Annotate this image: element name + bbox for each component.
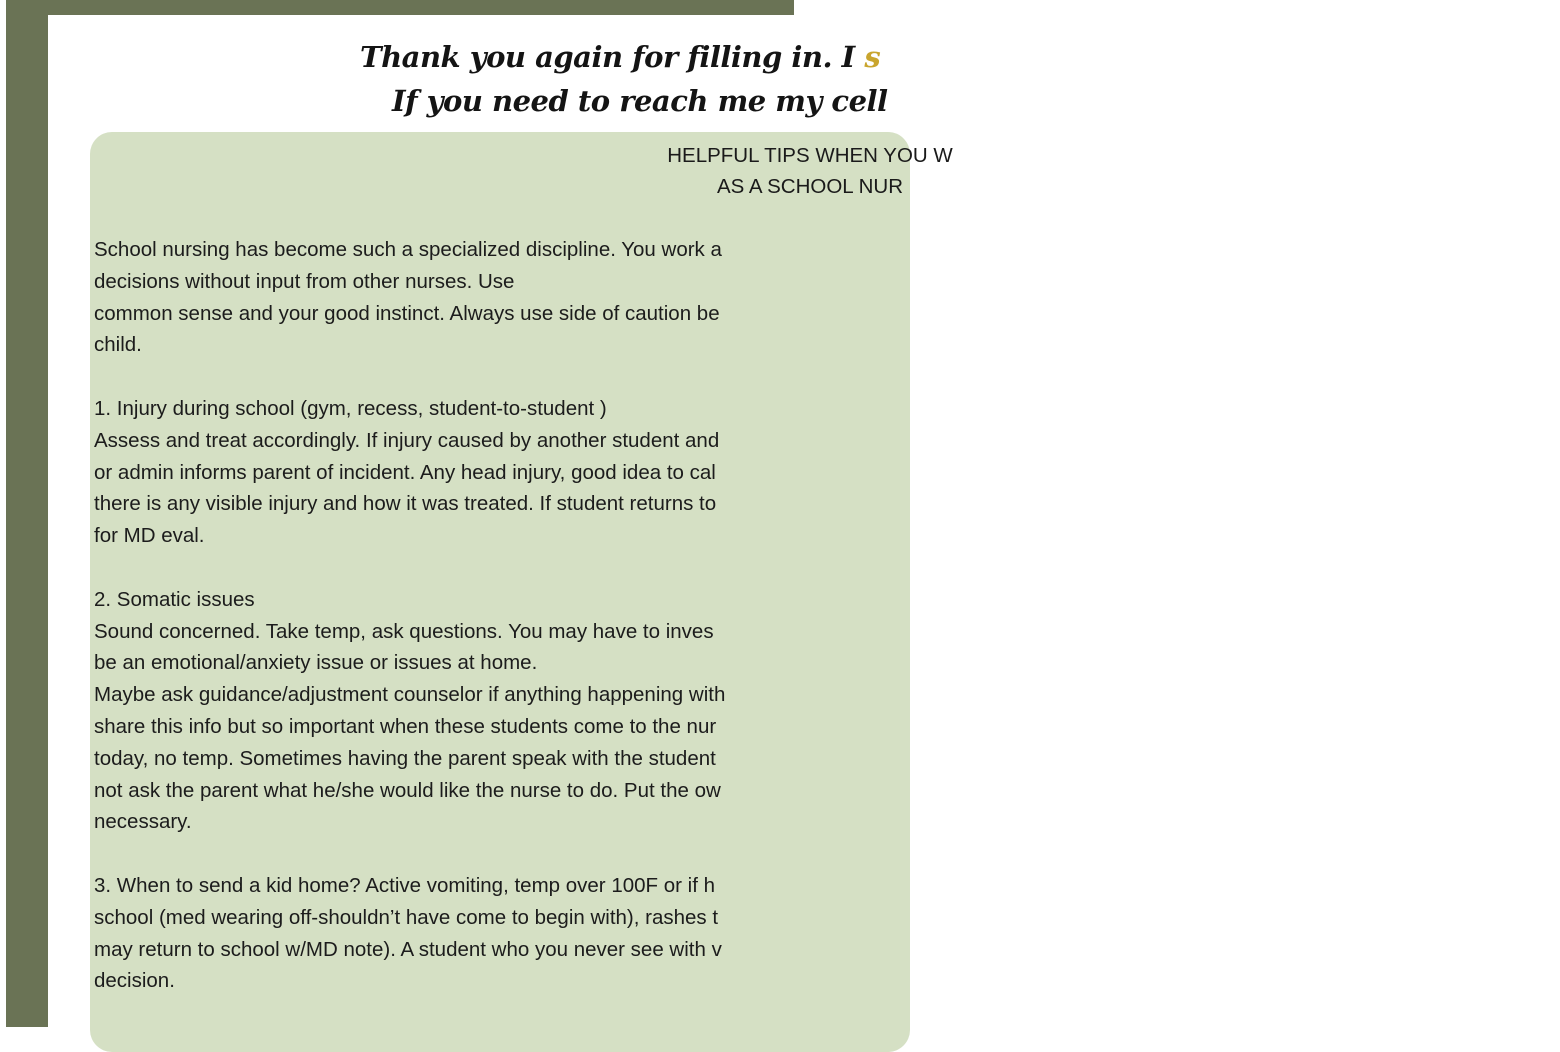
tips-body — [94, 234, 1094, 997]
section-3-line: school (med wearing off-shouldn’t have come to begin with), rashes t — [94, 905, 719, 929]
intro-line: common sense and your good instinct. Always use side of caution be — [94, 301, 720, 325]
section-1-line: there is any visible injury and how it was treated. If student returns to — [94, 492, 717, 516]
section-2-line: not ask the parent what he/she would like the nurse to do. Put the ow — [94, 778, 721, 802]
intro-line: School nursing has become such a specialized discipline. You work a — [94, 238, 722, 261]
tips-title-line-1: HELPFUL TIPS WHEN YOU W — [667, 144, 953, 167]
section-2-line: Sound concerned. Take temp, ask questions. You may have to inves — [94, 619, 714, 643]
header-accent-letter: s — [864, 40, 881, 74]
header-line-1 — [360, 35, 1160, 79]
section-2-line: Maybe ask guidance/adjustment counselor if anything happening with — [94, 683, 726, 707]
section-2-heading: 2. Somatic issues — [94, 587, 255, 611]
paragraph-gap — [94, 552, 1094, 584]
header-line-2: If you need to reach me my cell — [392, 84, 888, 118]
paragraph-gap — [94, 838, 1094, 870]
section-1-line: or admin informs parent of incident. Any head injury, good idea to cal — [94, 460, 716, 484]
script-header — [360, 35, 1160, 123]
section-2-line: necessary. — [94, 810, 192, 834]
tips-title-line-2: AS A SCHOOL NUR — [716, 175, 904, 198]
section-3-line: may return to school w/MD note). A student who you never see with v — [94, 937, 722, 961]
section-2-line: share this info but so important when these students come to the nur — [94, 714, 717, 738]
section-2-line: today, no temp. Sometimes having the parent speak with the student — [94, 746, 716, 770]
section-3-heading: 3. When to send a kid home? Active vomiting, temp over 100F or if h — [94, 873, 716, 897]
section-1-line: Assess and treat accordingly. If injury caused by another student and — [94, 428, 720, 452]
section-3-line: decision. — [94, 969, 175, 993]
document-page — [48, 15, 953, 1027]
section-1-line: for MD eval. — [94, 524, 205, 548]
section-2-line: be an emotional/anxiety issue or issues at home. — [94, 651, 538, 675]
section-1-heading: 1. Injury during school (gym, recess, student-to-student ) — [94, 396, 607, 420]
tips-panel — [90, 132, 953, 1052]
intro-line: child. — [94, 333, 142, 357]
intro-line: decisions without input from other nurses. Use — [94, 269, 515, 293]
paragraph-gap — [94, 361, 1094, 393]
header-line-1-text: Thank you again for filling in. I — [360, 40, 855, 74]
